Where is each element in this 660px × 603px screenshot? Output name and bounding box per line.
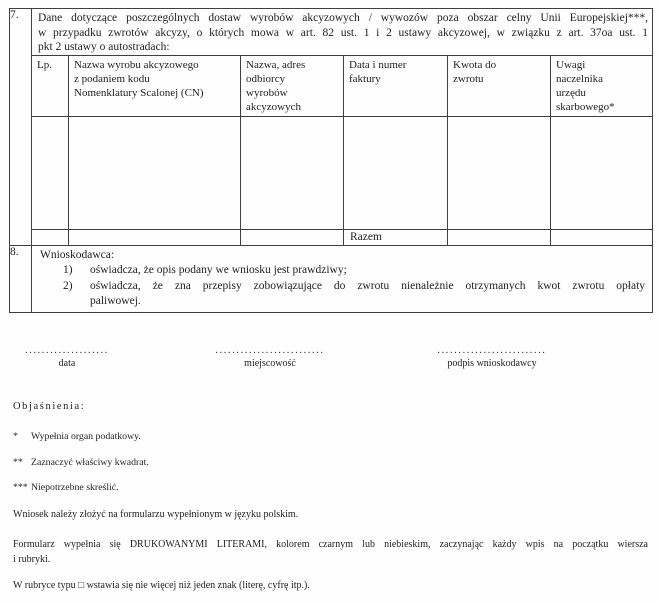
summary-cell-odbiorca — [241, 229, 344, 245]
date-label: data — [58, 358, 76, 369]
signature-block-date — [24, 345, 110, 369]
table-header-row — [10, 55, 653, 116]
cell-faktura-input[interactable] — [344, 116, 448, 229]
row-8-title: Wnioskodawca: — [40, 248, 115, 261]
cell-lp-input[interactable] — [32, 116, 69, 229]
cell-nazwa-wyrobu-input[interactable] — [69, 116, 241, 229]
footnote-1: * Wypełnia organ podatkowy. — [13, 431, 141, 442]
footnote-2: ** Zaznaczyć właściwy kwadrat. — [13, 457, 149, 468]
signature-label: podpis wnioskodawcy — [447, 358, 537, 369]
cell-odbiorca-input[interactable] — [241, 116, 344, 229]
declaration-list — [40, 263, 647, 309]
excise-form-table — [9, 8, 653, 313]
summary-cell-lp — [32, 229, 69, 245]
column-header-faktura: Data i numer faktury — [344, 55, 448, 116]
note-paragraph-capitals: Formularz wypełnia się DRUKOWANYMI LITERAMI, kolorem czarnym lub niebieskim, zaczynając każdy wpis na początku wiersza i rubryki. — [13, 539, 648, 565]
column-header-kwota: Kwota do zwrotu — [448, 55, 551, 116]
signature-fill-line[interactable]: .......................... — [437, 345, 547, 356]
signature-block-signature — [432, 345, 552, 369]
notes-heading: Objaśnienia: — [13, 401, 86, 412]
note-paragraph-single-char: W rubryce typu □ wstawia się nie więcej niż jeden znak (literę, cyfrę itp.). — [13, 580, 310, 591]
footnote-3: *** Niepotrzebne skreślić. — [13, 482, 119, 493]
summary-uwagi-input[interactable] — [551, 229, 653, 245]
row-7-intro-text: Dane dotyczące poszczególnych dostaw wyrobów akcyzowych / wywozów poza obszar celny Unii Europejskiej***, w przypadku zwrotów akcyzy, o których mowa w art. 82 ust. 1 i 2 ustawy akcyzowej, w związku z art. 37oa ust. 1 pkt 2 ustawy o autostradach: — [38, 12, 649, 54]
cell-kwota-input[interactable] — [448, 116, 551, 229]
column-header-lp: Lp. — [32, 55, 69, 116]
declaration-item-2: 2) oświadcza, że zna przepisy zobowiązujące do zwrotu nienależnie otrzymanych kwot zwrotu opłaty paliwowej. — [63, 279, 646, 307]
declaration-item-1: 1) oświadcza, że opis podany we wniosku jest prawdziwy; — [63, 264, 347, 277]
table-summary-row — [10, 229, 653, 245]
row-7-intro — [10, 9, 653, 56]
table-empty-row — [10, 116, 653, 229]
row-7-number: 7. — [10, 9, 32, 246]
note-paragraph-language: Wniosek należy złożyć na formularzu wypełnionym w języku polskim. — [13, 509, 299, 520]
cell-uwagi-input[interactable] — [551, 116, 653, 229]
summary-label-razem: Razem — [344, 229, 448, 245]
column-header-uwagi: Uwagi naczelnika urzędu skarbowego* — [551, 55, 653, 116]
row-8-content — [32, 246, 652, 312]
column-header-odbiorca: Nazwa, adres odbiorcy wyrobów akcyzowych — [241, 55, 344, 116]
date-fill-line[interactable]: .................... — [25, 345, 109, 356]
place-label: miejscowość — [244, 358, 296, 369]
signature-block-place — [209, 345, 331, 369]
row-8 — [10, 245, 653, 312]
summary-kwota-input[interactable] — [448, 229, 551, 245]
summary-cell-nazwa — [69, 229, 241, 245]
row-8-number: 8. — [10, 245, 32, 312]
place-fill-line[interactable]: .......................... — [215, 345, 325, 356]
column-header-nazwa-wyrobu: Nazwa wyrobu akcyzowego z podaniem kodu Nomenklatury Scalonej (CN) — [69, 55, 241, 116]
